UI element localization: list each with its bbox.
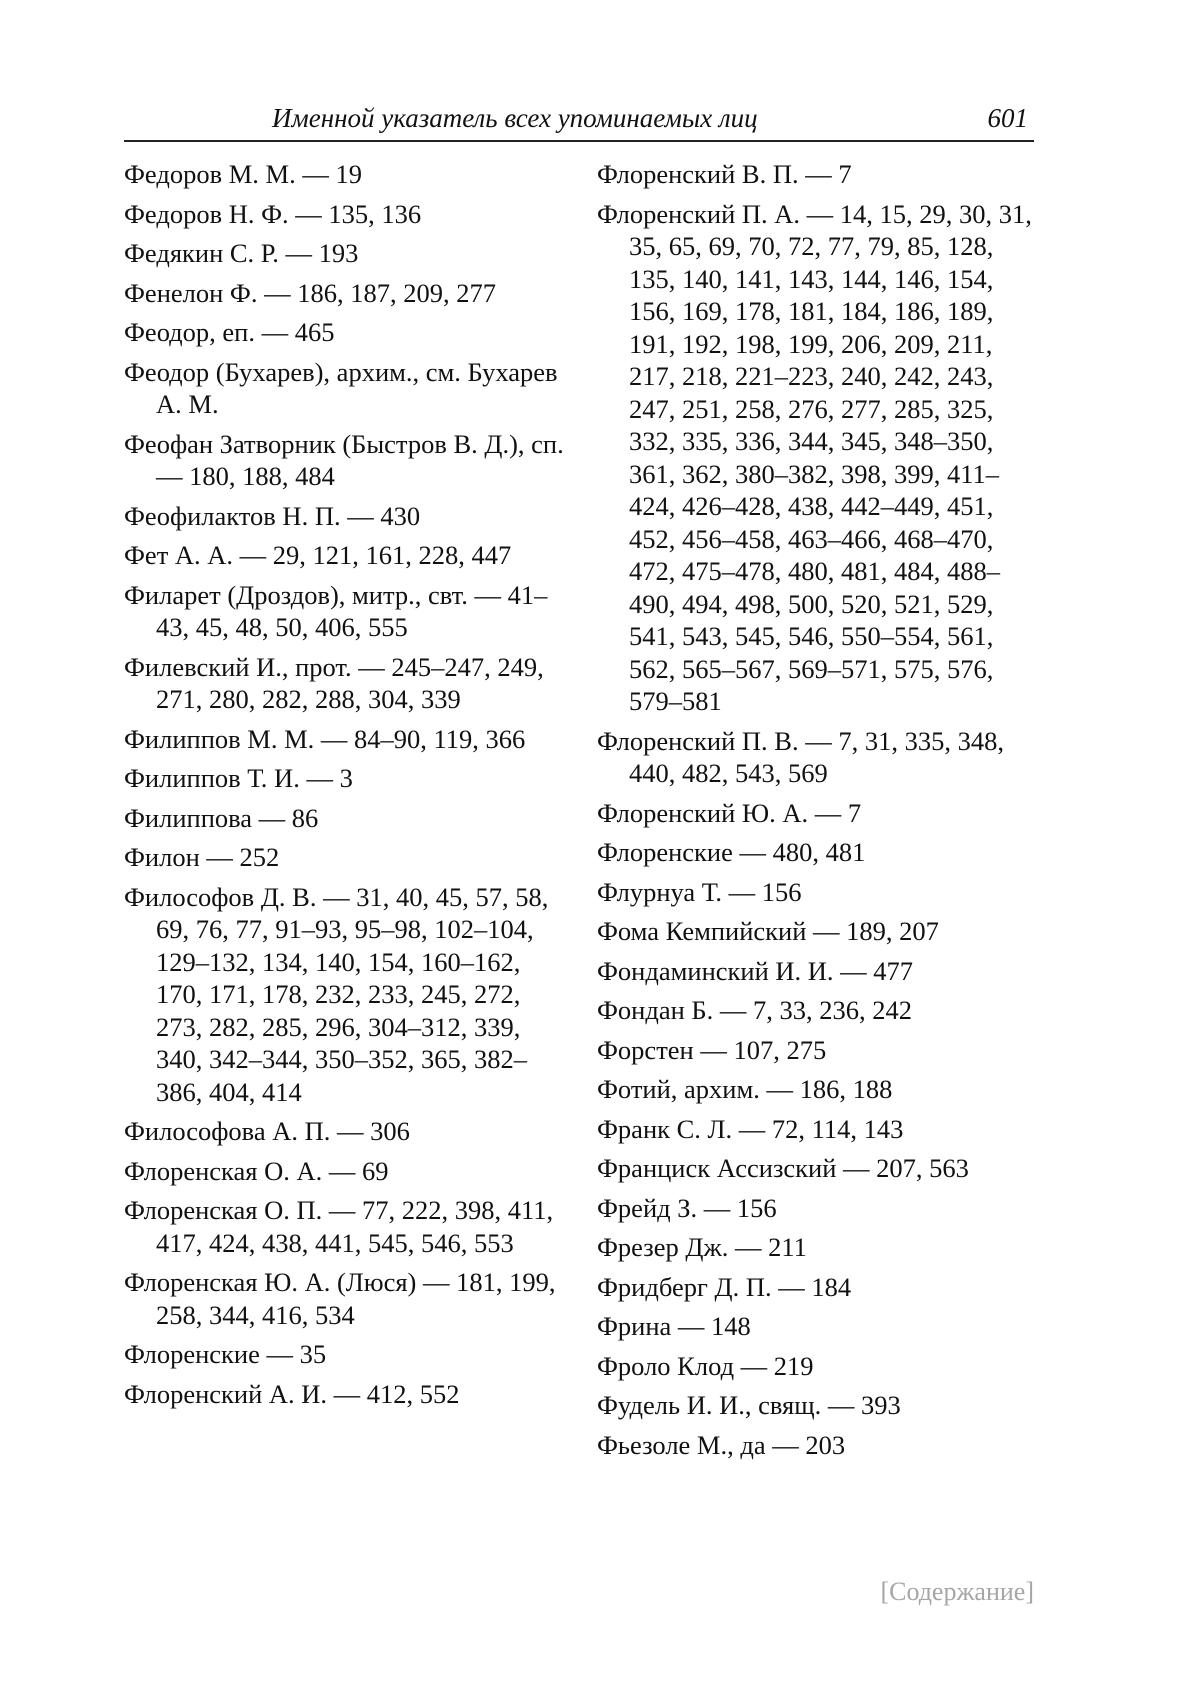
index-entry: Феодор, еп. — 465	[124, 317, 335, 347]
index-entry: Философова А. П. — 306	[124, 1116, 410, 1146]
index-entry: Филиппова — 86	[124, 802, 319, 833]
header-title: Именной указатель всех упоминаемых лиц	[272, 103, 758, 133]
index-entry: Федякин С. Р. — 193	[124, 238, 359, 268]
index-entry: Флоренские — 35	[124, 1339, 327, 1369]
index-entry: Флоренский В. П. — 7	[597, 159, 852, 189]
index-entry: Фридберг Д. П. — 184	[597, 1271, 852, 1302]
index-entry: Флоренский П. В. — 7, 31, 335, 348, 440, 482, 543, 569	[597, 725, 1004, 788]
index-entry: Фет А. А. — 29, 121, 161, 228, 447	[124, 540, 512, 570]
index-entry: Фьезоле М., да — 203	[597, 1429, 846, 1460]
index-entry: Фрина — 148	[597, 1311, 751, 1341]
index-entry: Филарет (Дроздов), митр., свт. — 41–43, 45, 48, 50, 406, 555	[124, 579, 548, 642]
index-entry: Флоренский Ю. А. — 7	[597, 797, 862, 828]
index-entry: Филиппов М. М. — 84–90, 119, 366	[124, 723, 526, 754]
page-number: 601	[987, 103, 1028, 133]
index-entry: Филиппов Т. И. — 3	[124, 763, 353, 793]
page-header	[124, 100, 1034, 142]
index-entry: Флоренская О. П. — 77, 222, 398, 411, 417, 424, 438, 441, 545, 546, 553	[124, 1195, 554, 1258]
index-entry: Феодор (Бухарев), архим., см. Бухарев А. М.	[124, 356, 558, 419]
index-entry: Федоров М. М. — 19	[124, 159, 362, 189]
index-entry: Фрейд З. — 156	[597, 1192, 777, 1223]
index-entry: Форстен — 107, 275	[597, 1034, 827, 1065]
index-entry: Фондан Б. — 7, 33, 236, 242	[597, 995, 913, 1025]
index-entry: Фотий, архим. — 186, 188	[597, 1074, 893, 1104]
index-entry: Фондаминский И. И. — 477	[597, 955, 914, 986]
index-column-right	[597, 158, 1037, 1468]
index-entry: Феофилактов Н. П. — 430	[124, 500, 421, 531]
index-entry: Франциск Ассизский — 207, 563	[597, 1153, 969, 1183]
index-entry: Федоров Н. Ф. — 135, 136	[124, 198, 422, 229]
index-entry: Феофан Затворник (Быстров В. Д.), сп. — 180, 188, 484	[124, 428, 564, 491]
index-entry: Филон — 252	[124, 842, 280, 872]
index-entry: Флоренский П. А. — 14, 15, 29, 30, 31, 35, 65, 69, 70, 72, 77, 79, 85, 128, 135, 140, 141, 143, 144, 146, 154, 156, 169, 178, 181, 184, 186, 189, 191, 192, 198, 199, 206, 209, 211, 217, 218, 221–223, 240, 242, 243, 247, 251, 258, 276, 277, 285, 325, 332, 335, 336, 344, 345, 348–350, 361, 362, 380–382, 398, 399, 411–424, 426–428, 438, 442–449, 451, 452, 456–458, 463–466, 468–470, 472, 475–478, 480, 481, 484, 488–490, 494, 498, 500, 520, 521, 529, 541, 543, 545, 546, 550–554, 561, 562, 565–567, 569–571, 575, 576, 579–581	[597, 198, 1032, 716]
index-entry: Фома Кемпийский — 189, 207	[597, 916, 939, 946]
contents-link[interactable]: [Содержание]	[880, 1577, 1034, 1606]
index-entry: Флурнуа Т. — 156	[597, 876, 802, 907]
index-entry: Флоренские — 480, 481	[597, 837, 866, 867]
index-entry: Франк С. Л. — 72, 114, 143	[597, 1113, 904, 1144]
index-entry: Философов Д. В. — 31, 40, 45, 57, 58, 69, 76, 77, 91–93, 95–98, 102–104, 129–132, 134, 140, 154, 160–162, 170, 171, 178, 232, 233, 245, 272, 273, 282, 285, 296, 304–312, 339, 340, 342–344, 350–352, 365, 382–386, 404, 414	[124, 881, 549, 1107]
index-entry: Фрезер Дж. — 211	[597, 1232, 807, 1262]
index-entry: Фенелон Ф. — 186, 187, 209, 277	[124, 277, 496, 308]
index-entry: Флоренский А. И. — 412, 552	[124, 1378, 460, 1409]
index-entry: Флоренская О. А. — 69	[124, 1155, 389, 1186]
index-entry: Фроло Клод — 219	[597, 1350, 814, 1381]
index-column-left	[124, 158, 564, 1417]
index-entry: Фудель И. И., свящ. — 393	[597, 1390, 901, 1420]
index-entry: Флоренская Ю. А. (Люся) — 181, 199, 258, 344, 416, 534	[124, 1267, 556, 1330]
index-entry: Филевский И., прот. — 245–247, 249, 271, 280, 282, 288, 304, 339	[124, 651, 544, 714]
